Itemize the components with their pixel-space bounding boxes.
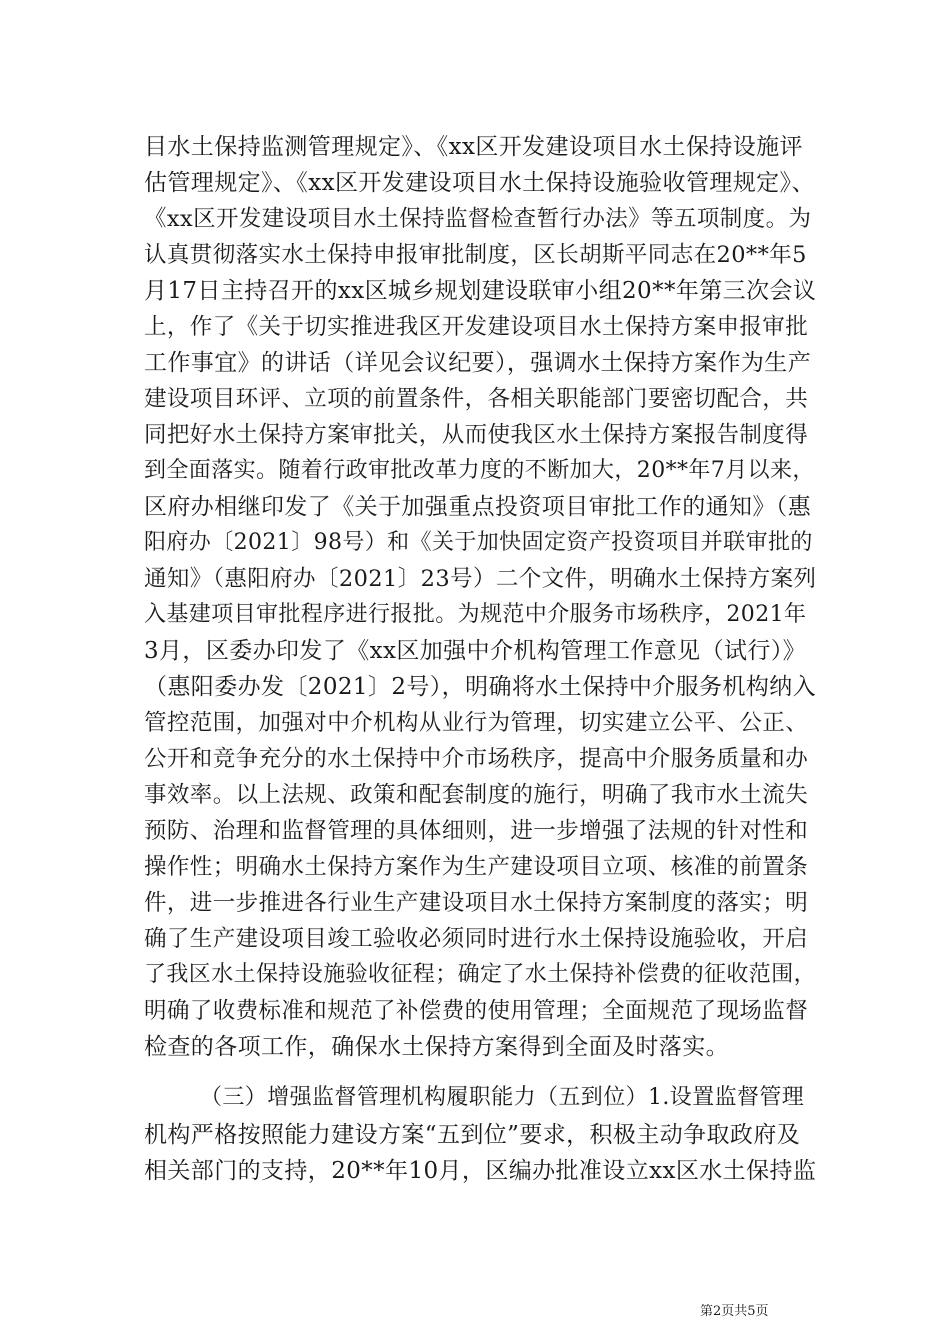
text-line: （惠阳委办发〔2021〕2号），明确将水土保持中介服务机构纳入: [144, 674, 817, 700]
text-line: 目水土保持监测管理规定》、《xx区开发建设项目水土保持设施评: [144, 134, 803, 160]
text-line: 件，进一步推进各行业生产建设项目水土保持方案制度的落实；明: [144, 890, 809, 916]
text-line: 工作事宜》的讲话（详见会议纪要），强调水土保持方案作为生产: [144, 350, 812, 376]
text-line: 预防、治理和监督管理的具体细则，进一步增强了法规的针对性和: [144, 818, 809, 844]
text-line: 操作性；明确水土保持方案作为生产建设项目立项、核准的前置条: [144, 854, 809, 880]
text-line: 估管理规定》、《xx区开发建设项目水土保持设施验收管理规定》、: [144, 170, 815, 196]
text-line: 认真贯彻落实水土保持申报审批制度，区长胡斯平同志在20**年5: [144, 242, 807, 268]
text-line: 区府办相继印发了《关于加强重点投资项目审批工作的通知》（惠: [144, 494, 812, 520]
text-line: 检查的各项工作，确保水土保持方案得到全面及时落实。: [144, 1034, 729, 1060]
text-line: 相关部门的支持，20**年10月，区编办批准设立xx区水土保持监: [144, 1158, 817, 1184]
text-line: 建设项目环评、立项的前置条件，各相关职能部门要密切配合，共: [144, 386, 809, 412]
text-line: 公开和竞争充分的水土保持中介市场秩序，提高中介服务质量和办: [144, 746, 809, 772]
text-line: 管控范围，加强对中介机构从业行为管理，切实建立公平、公正、: [144, 710, 809, 736]
text-line: 3月，区委办印发了《xx区加强中介机构管理工作意见（试行）》: [144, 638, 807, 664]
text-line: 确了生产建设项目竣工验收必须同时进行水土保持设施验收，开启: [144, 926, 809, 952]
text-line: 月17日主持召开的xx区城乡规划建设联审小组20**年第三次会议: [144, 278, 817, 304]
text-line: 机构严格按照能力建设方案“五到位”要求，积极主动争取政府及: [144, 1122, 801, 1148]
section-heading-line: （三）增强监督管理机构履职能力（五到位）1.设置监督管理: [200, 1085, 805, 1110]
text-line: 通知》（惠阳府办〔2021〕23号）二个文件，明确水土保持方案列: [144, 566, 817, 592]
text-line: 同把好水土保持方案审批关，从而使我区水土保持方案报告制度得: [144, 422, 809, 448]
text-line: 明确了收费标准和规范了补偿费的使用管理；全面规范了现场监督: [144, 998, 809, 1024]
text-line: 阳府办〔2021〕98号）和《关于加快固定资产投资项目并联审批的: [144, 530, 813, 555]
text-line: 了我区水土保持设施验收征程；确定了水土保持补偿费的征收范围，: [144, 962, 817, 987]
text-line: 上，作了《关于切实推进我区开发建设项目水土保持方案申报审批: [144, 314, 809, 340]
page-number: 第2页共5页: [700, 1304, 769, 1319]
text-line: 入基建项目审批程序进行报批。为规范中介服务市场秩序，2021年: [144, 602, 807, 627]
text-line: 事效率。以上法规、政策和配套制度的施行，明确了我市水土流失: [144, 782, 809, 808]
text-line: 《xx区开发建设项目水土保持监督检查暂行办法》等五项制度。为: [144, 206, 812, 232]
text-line: 到全面落实。随着行政审批改革力度的不断加大，20**年7月以来，: [144, 458, 815, 483]
